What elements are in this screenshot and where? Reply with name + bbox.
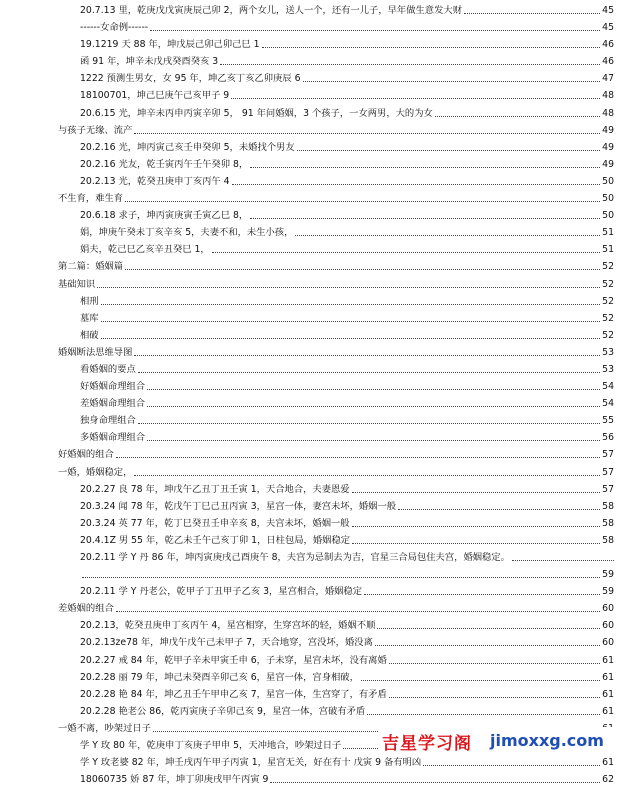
toc-entry-title: 多婚姻命理组合 [80, 432, 146, 444]
watermark-domain: jimoxxg.com [490, 731, 604, 750]
toc-entry[interactable] [58, 2, 614, 19]
toc-entry-title: 基础知识 [58, 278, 96, 290]
toc-entry[interactable] [58, 703, 614, 720]
toc-entry[interactable] [58, 344, 614, 361]
toc-leader-dots [101, 304, 600, 305]
toc-entry[interactable] [58, 771, 614, 788]
toc-entry-title: ------女命例------ [80, 22, 149, 34]
toc-entry-page-number: 52 [602, 295, 614, 307]
toc-leader-dots [250, 167, 600, 168]
toc-entry-page-number: 61 [602, 757, 614, 769]
toc-leader-dots [377, 628, 600, 629]
toc-entry-title: 20.2.28 丽 79 年，坤己未癸酉辛卯己亥 6，星宫一体，宫身相破， [80, 671, 359, 683]
toc-entry[interactable] [58, 361, 614, 378]
toc-entry-page-number: 50 [602, 193, 614, 205]
toc-leader-dots [125, 201, 600, 202]
toc-entry-title: 相刑 [80, 295, 99, 307]
toc-entry-title: 学 Y 玫老婆 82 年，坤壬戌丙午甲子丙寅 1，星宫无关，好在有十 戊寅 9 备有明凶 [80, 757, 422, 769]
toc-entry[interactable] [58, 583, 614, 600]
toc-entry[interactable] [58, 327, 614, 344]
toc-leader-dots [134, 355, 600, 356]
toc-entry[interactable] [58, 87, 614, 104]
toc-entry-page-number: 59 [602, 586, 614, 598]
toc-entry[interactable] [58, 412, 614, 429]
toc-entry[interactable] [58, 258, 614, 275]
toc-entry[interactable] [58, 310, 614, 327]
toc-entry-page-number: 58 [602, 517, 614, 529]
toc-leader-dots [125, 269, 600, 270]
toc-entry-page-number: 59 [602, 569, 614, 581]
toc-leader-dots [364, 594, 600, 595]
toc-entry[interactable] [58, 549, 614, 566]
toc-leader-dots [303, 81, 600, 82]
toc-leader-dots [250, 218, 600, 219]
toc-entry[interactable] [58, 464, 614, 481]
toc-leader-dots [295, 235, 600, 236]
toc-leader-dots [231, 98, 600, 99]
toc-leader-dots [101, 321, 600, 322]
toc-entry-title: 20.2.11 学 Y 丹 86 年，坤丙寅庚戌己酉庚午 8，夫宫为忌制去为吉，官星三合局包住夫宫，婚姻稳定。 [80, 552, 510, 563]
toc-entry-title: 好婚姻的组合 [58, 449, 114, 461]
toc-leader-dots [212, 252, 600, 253]
toc-entry-page-number: 50 [602, 210, 614, 222]
toc-entry-page-number: 58 [602, 534, 614, 546]
toc-entry-title: 独身命理组合 [80, 415, 136, 427]
toc-entry-title: 一婚不离，吵架过日子 [58, 722, 151, 734]
toc-leader-dots [147, 389, 600, 390]
toc-entry-page-number: 53 [602, 363, 614, 375]
toc-leader-dots [389, 697, 600, 698]
toc-leader-dots [232, 184, 600, 185]
toc-entry-title: 20.3.24 闻 78 年，乾戊午丁巳己丑丙寅 3，星宫一体，妻宫未坏，婚姻一般 [80, 500, 397, 512]
toc-entry-title: 20.2.11 学 Y 丹老公，乾甲子丁丑甲子乙亥 3，星宫相合，婚姻稳定 [80, 586, 363, 598]
toc-leader-dots [352, 543, 600, 544]
toc-entry[interactable] [58, 754, 614, 771]
toc-entry-page-number: 61 [602, 688, 614, 700]
toc-entry[interactable] [58, 276, 614, 293]
toc-leader-dots [389, 663, 600, 664]
toc-entry-page-number: 48 [602, 90, 614, 102]
toc-entry[interactable] [58, 532, 614, 549]
toc-entry-page-number: 55 [602, 415, 614, 427]
toc-entry-page-number: 61 [602, 671, 614, 683]
toc-entry[interactable] [58, 634, 614, 651]
toc-entry[interactable] [58, 122, 614, 139]
toc-entry-title: 20.2.13，乾癸丑庚申丁亥丙午 4，星宫相穿，生穿宫坏的轻，婚姻不顺 [80, 620, 376, 632]
toc-entry[interactable] [58, 515, 614, 532]
toc-entry-page-number: 47 [602, 73, 614, 85]
toc-entry[interactable] [58, 686, 614, 703]
toc-entry[interactable] [58, 173, 614, 190]
toc-entry-title: 20.2.16 光友，乾壬寅丙午壬午癸卯 8， [80, 158, 249, 170]
toc-leader-dots [138, 423, 600, 424]
toc-entry-page-number: 52 [602, 312, 614, 324]
toc-entry-page-number: 49 [602, 124, 614, 136]
toc-entry-page-number: 52 [602, 278, 614, 290]
toc-entry-title: 20.2.28 艳 84 年，坤乙丑壬午甲申乙亥 7，星宫一体，生宫穿了，有矛盾 [80, 688, 387, 700]
toc-leader-dots [147, 406, 600, 407]
toc-entry-title: 好婚姻命理组合 [80, 381, 146, 393]
toc-leader-dots [138, 372, 600, 373]
toc-entry[interactable] [58, 446, 614, 463]
toc-leader-dots [116, 611, 600, 612]
toc-entry-page-number: 49 [602, 141, 614, 153]
toc-leader-dots [97, 287, 600, 288]
toc-leader-dots [134, 133, 600, 134]
toc-leader-dots [352, 526, 600, 527]
toc-entry[interactable] [58, 293, 614, 310]
toc-entry[interactable] [58, 36, 614, 53]
toc-leader-dots [297, 150, 600, 151]
toc-entry-title: 20.2.28 艳老公 86，乾丙寅庚子辛卯己亥 9，星宫一体，宫破有矛盾 [80, 705, 366, 717]
toc-leader-dots [512, 560, 614, 561]
toc-entry-title: 20.2.16 光，坤丙寅己亥壬申癸卯 5，未婚找个男友 [80, 141, 295, 153]
toc-entry-page-number: 60 [602, 637, 614, 649]
toc-entry-title: 20.2.13ze78 年，坤戊午戊午己未甲子 7，天合地穿，宫没坏，婚没离 [80, 637, 373, 649]
toc-leader-dots [464, 13, 600, 14]
toc-entry-title: 差婚姻命理组合 [80, 398, 146, 410]
toc-entry-page-number: 57 [602, 449, 614, 461]
toc-entry-page-number: 50 [602, 175, 614, 187]
toc-entry-page-number: 54 [602, 398, 614, 410]
toc-entry[interactable] [58, 498, 614, 515]
toc-leader-dots [134, 475, 600, 476]
toc-entry[interactable] [58, 70, 614, 87]
toc-entry-page-number: 61 [602, 705, 614, 717]
toc-entry-title: 不生育，难生育 [58, 193, 124, 205]
toc-entry[interactable] [58, 19, 614, 36]
watermark-brand: 吉星学习阁 [382, 734, 472, 754]
toc-entry-title: 20.2.13 光，乾癸丑庚申丁亥丙午 4 [80, 175, 230, 187]
toc-leader-dots [82, 577, 600, 578]
toc-entry-page-number: 45 [602, 5, 614, 16]
toc-entry[interactable] [58, 224, 614, 241]
toc-leader-dots [101, 338, 600, 339]
toc-entry-page-number: 58 [602, 500, 614, 512]
toc-entry[interactable] [58, 190, 614, 207]
toc-entry-page-number: 49 [602, 158, 614, 170]
toc-entry-title: 第二篇：婚姻篇 [58, 261, 124, 273]
toc-entry[interactable] [58, 395, 614, 412]
toc-entry-title: 18100701，坤己巳庚午己亥甲子 9 [80, 90, 230, 102]
toc-entry-title: 娟夫，乾己巳乙亥辛丑癸巳 1， [80, 244, 210, 256]
toc-entry-title: 与孩子无缘、流产 [58, 124, 133, 136]
toc-entry[interactable] [58, 378, 614, 395]
toc-entry[interactable] [58, 156, 614, 173]
toc-entry[interactable] [58, 53, 614, 70]
toc-entry-title: 20.6.18 求子，坤丙寅庚寅壬寅乙巳 8， [80, 210, 249, 222]
toc-entry-page-number: 46 [602, 56, 614, 68]
toc-leader-dots [262, 47, 600, 48]
toc-entry-title: 20.2.27 良 78 年，坤戊午乙丑丁丑壬寅 1，天合地合，夫妻恩爱 [80, 483, 350, 495]
toc-entry-page-number: 52 [602, 329, 614, 341]
site-watermark [378, 727, 630, 755]
toc-entry-title: 学 Y 玫 80 年，乾庚申丁亥庚子甲申 5，天冲地合，吵架过日子 [80, 740, 342, 752]
toc-entry[interactable] [58, 617, 614, 634]
toc-entry-page-number: 54 [602, 381, 614, 393]
toc-entry-page-number: 51 [602, 244, 614, 256]
toc-entry-title: 婚姻断法思维导图 [58, 346, 133, 358]
toc-leader-dots [423, 765, 600, 766]
toc-entry-page-number: 52 [602, 261, 614, 273]
toc-entry[interactable] [58, 652, 614, 669]
toc-leader-dots [150, 30, 600, 31]
table-of-contents [58, 2, 614, 788]
toc-entry-page-number: 62 [602, 774, 614, 786]
toc-leader-dots [367, 714, 600, 715]
toc-entry[interactable] [58, 600, 614, 617]
toc-leader-dots [270, 782, 600, 783]
toc-entry[interactable] [58, 429, 614, 446]
toc-entry-page-number: 57 [602, 466, 614, 478]
toc-entry-title: 20.3.24 英 77 年，乾丁巳癸丑壬申辛亥 8，夫宫未坏，婚姻一般 [80, 517, 350, 529]
toc-entry[interactable] [58, 139, 614, 156]
toc-entry-title: 看婚姻的要点 [80, 363, 136, 375]
toc-entry-page-number: 56 [602, 432, 614, 444]
toc-entry-title: 1222 预测生男女，女 95 年，坤乙亥丁亥乙卯庚辰 6 [80, 73, 301, 85]
toc-leader-dots [220, 64, 600, 65]
toc-entry[interactable] [58, 566, 614, 583]
toc-entry-title: 墓库 [80, 312, 99, 324]
toc-entry-title: 函 91 年，坤辛未戊戌癸酉癸亥 3 [80, 56, 219, 68]
toc-entry-page-number: 61 [602, 654, 614, 666]
toc-entry-page-number: 48 [602, 107, 614, 119]
toc-entry-title: 相破 [80, 329, 99, 341]
toc-entry[interactable] [58, 241, 614, 258]
toc-leader-dots [352, 492, 600, 493]
toc-entry-title: 20.7.13 里，乾庚戊戊寅庚辰己卯 2，两个女儿，送人一个，还有一儿子，早年做生意发大财 [80, 5, 462, 16]
toc-entry[interactable] [58, 481, 614, 498]
toc-entry[interactable] [58, 669, 614, 686]
toc-entry-title: 一婚，婚姻稳定， [58, 466, 133, 478]
toc-leader-dots [398, 509, 600, 510]
toc-entry[interactable] [58, 105, 614, 122]
toc-leader-dots [116, 457, 600, 458]
toc-entry-page-number: 51 [602, 227, 614, 239]
toc-entry-page-number: 60 [602, 603, 614, 615]
toc-entry[interactable] [58, 207, 614, 224]
toc-entry-title: 差婚姻的组合 [58, 603, 114, 615]
toc-entry-title: 20.4.1Z 男 55 年，乾乙未壬午己亥丁卯 1，日柱包局，婚姻稳定 [80, 534, 351, 546]
toc-leader-dots [375, 645, 600, 646]
toc-entry-page-number: 53 [602, 346, 614, 358]
toc-entry-page-number: 57 [602, 483, 614, 495]
toc-entry-title: 19.1219 天 88 年，坤戊辰己卯己卯己巳 1 [80, 39, 260, 51]
toc-entry-title: 娟，坤庚午癸未丁亥辛亥 5，夫妻不和，未生小孩， [80, 227, 294, 239]
toc-entry-page-number: 46 [602, 39, 614, 51]
toc-entry-title: 20.2.27 戒 84 年，乾甲子辛未甲寅壬申 6，子未穿，星宫未坏，没有离婚 [80, 654, 387, 666]
toc-entry-title: 18060735 娇 87 年，坤丁卯庚戌甲午丙寅 9 [80, 774, 269, 786]
toc-leader-dots [435, 116, 600, 117]
toc-leader-dots [361, 680, 600, 681]
toc-entry-page-number: 45 [602, 22, 614, 34]
toc-entry-title: 20.6.15 光，坤辛未丙申丙寅辛卯 5， 91 年问婚姻，3 个孩子，一女两男，大的为女 [80, 107, 433, 119]
toc-leader-dots [147, 440, 600, 441]
toc-entry-page-number: 60 [602, 620, 614, 632]
